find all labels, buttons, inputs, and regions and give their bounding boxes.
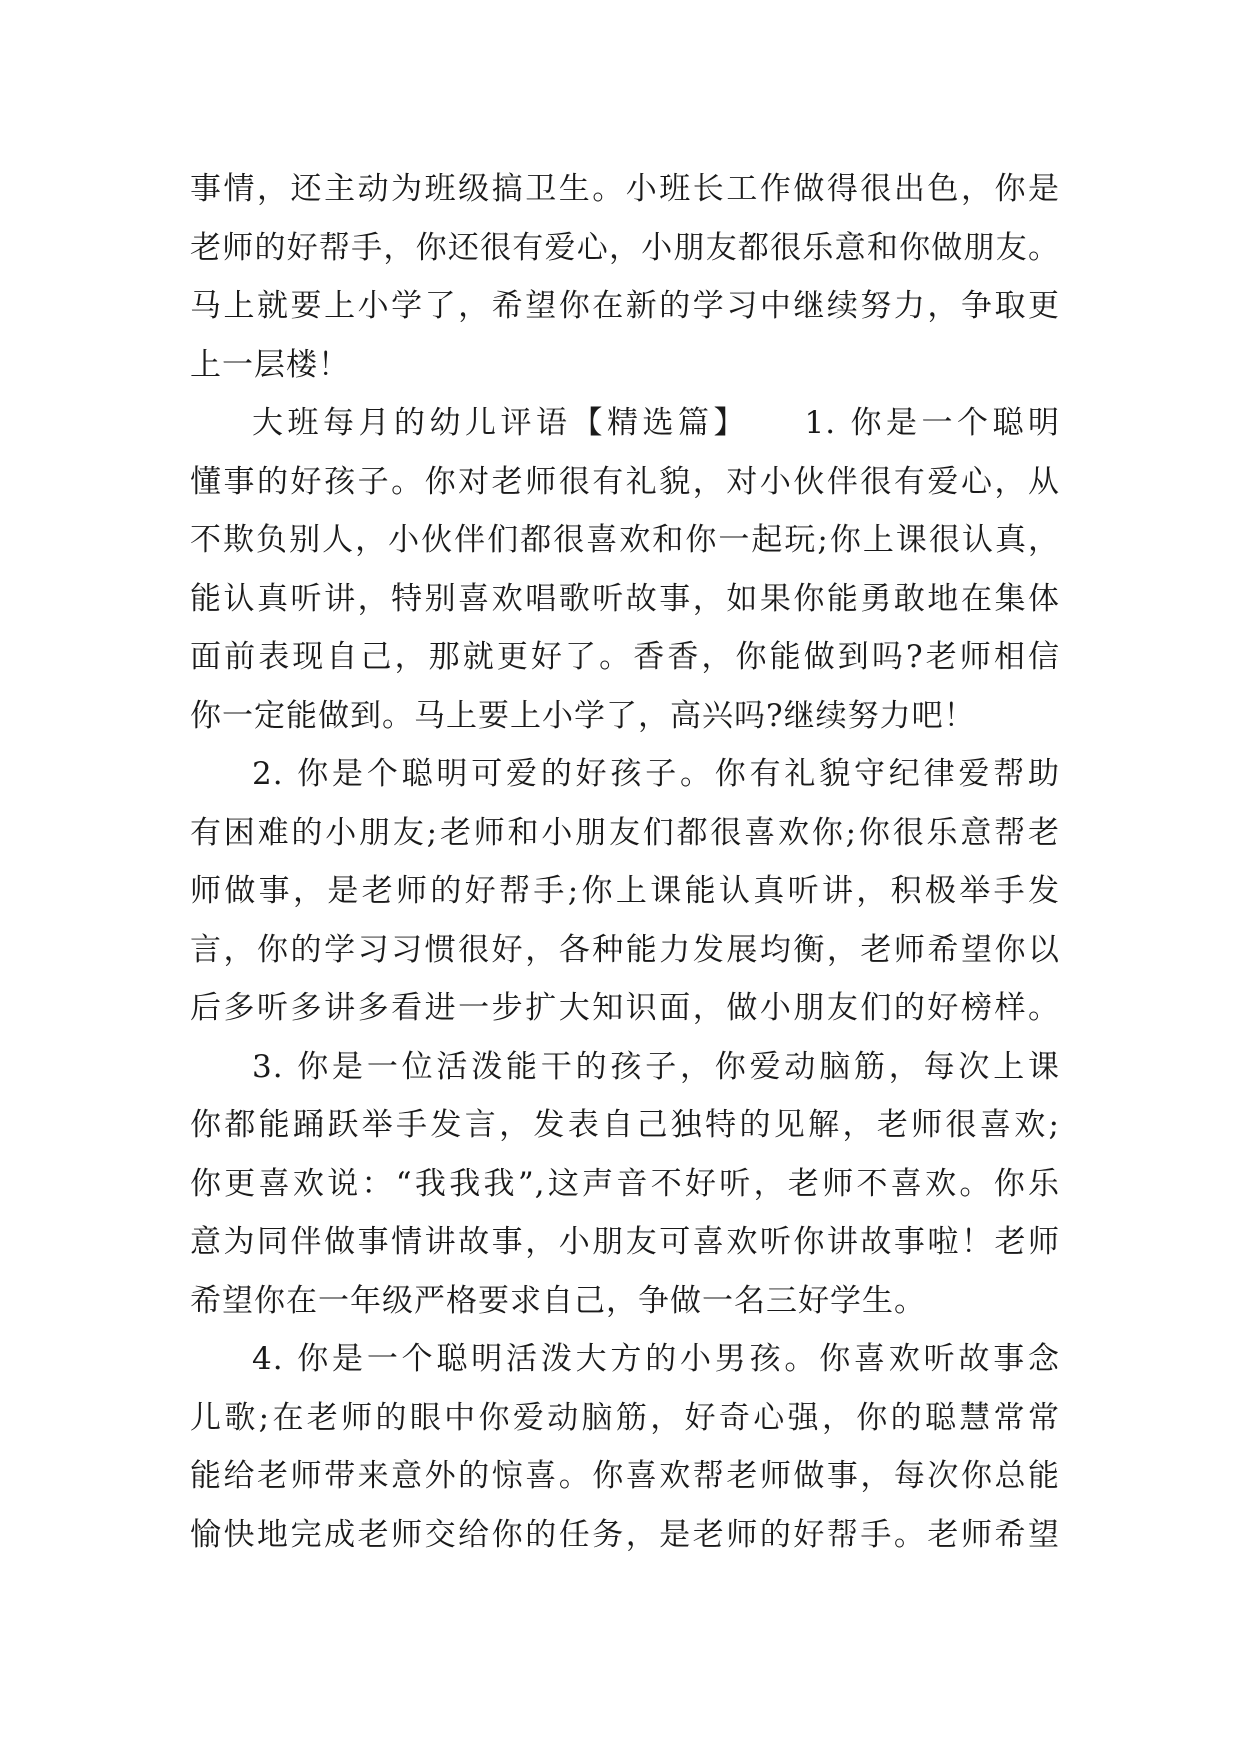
text-line: 4. 你是一个聪明活泼大方的小男孩。你喜欢听故事念 (252, 1341, 1060, 1377)
text-line: 3. 你是一位活泼能干的孩子，你爱动脑筋，每次上课 (252, 1048, 1060, 1085)
text-line: 面前表现自己，那就更好了。香香，你能做到吗?老师相信 (190, 639, 1060, 675)
text-line: 儿歌;在老师的眼中你爱动脑筋，好奇心强，你的聪慧常常 (190, 1399, 1060, 1436)
text-line: 马上就要上小学了，希望你在新的学习中继续努力，争取更 (190, 288, 1060, 324)
text-line: 不欺负别人，小伙伴们都很喜欢和你一起玩;你上课很认真， (190, 522, 1060, 558)
text-line: 你都能踊跃举手发言，发表自己独特的见解，老师很喜欢; (190, 1107, 1060, 1143)
text-line: 师做事，是老师的好帮手;你上课能认真听讲，积极举手发 (190, 873, 1060, 909)
text-line: 懂事的好孩子。你对老师很有礼貌，对小伙伴很有爱心，从 (190, 463, 1060, 500)
text-line: 愉快地完成老师交给你的任务，是老师的好帮手。老师希望 (190, 1516, 1060, 1553)
text-line: 言，你的学习习惯很好，各种能力发展均衡，老师希望你以 (190, 931, 1060, 968)
text-line: 希望你在一年级严格要求自己，争做一名三好学生。 (190, 1282, 926, 1319)
text-line: 上一层楼！ (190, 346, 350, 383)
text-line: 你更喜欢说：“我我我”,这声音不好听，老师不喜欢。你乐 (190, 1165, 1060, 1202)
text-line: 有困难的小朋友;老师和小朋友们都很喜欢你;你很乐意帮老 (190, 814, 1060, 851)
document-body (190, 160, 1060, 1564)
text-line: 2. 你是个聪明可爱的好孩子。你有礼貌守纪律爱帮助 (252, 756, 1060, 792)
text-line: 意为同伴做事情讲故事，小朋友可喜欢听你讲故事啦！老师 (190, 1224, 1060, 1260)
text-line: 大班每月的幼儿评语【精选篇】 1. 你是一个聪明 (252, 405, 1060, 441)
text-line: 后多听多讲多看进一步扩大知识面，做小朋友们的好榜样。 (190, 990, 1060, 1026)
text-line: 你一定能做到。马上要上小学了，高兴吗?继续努力吧！ (190, 697, 976, 734)
text-line: 能给老师带来意外的惊喜。你喜欢帮老师做事，每次你总能 (190, 1458, 1060, 1494)
text-line: 能认真听讲，特别喜欢唱歌听故事，如果你能勇敢地在集体 (190, 580, 1060, 617)
text-line: 事情，还主动为班级搞卫生。小班长工作做得很出色，你是 (190, 171, 1060, 207)
text-line: 老师的好帮手，你还很有爱心，小朋友都很乐意和你做朋友。 (190, 229, 1060, 266)
